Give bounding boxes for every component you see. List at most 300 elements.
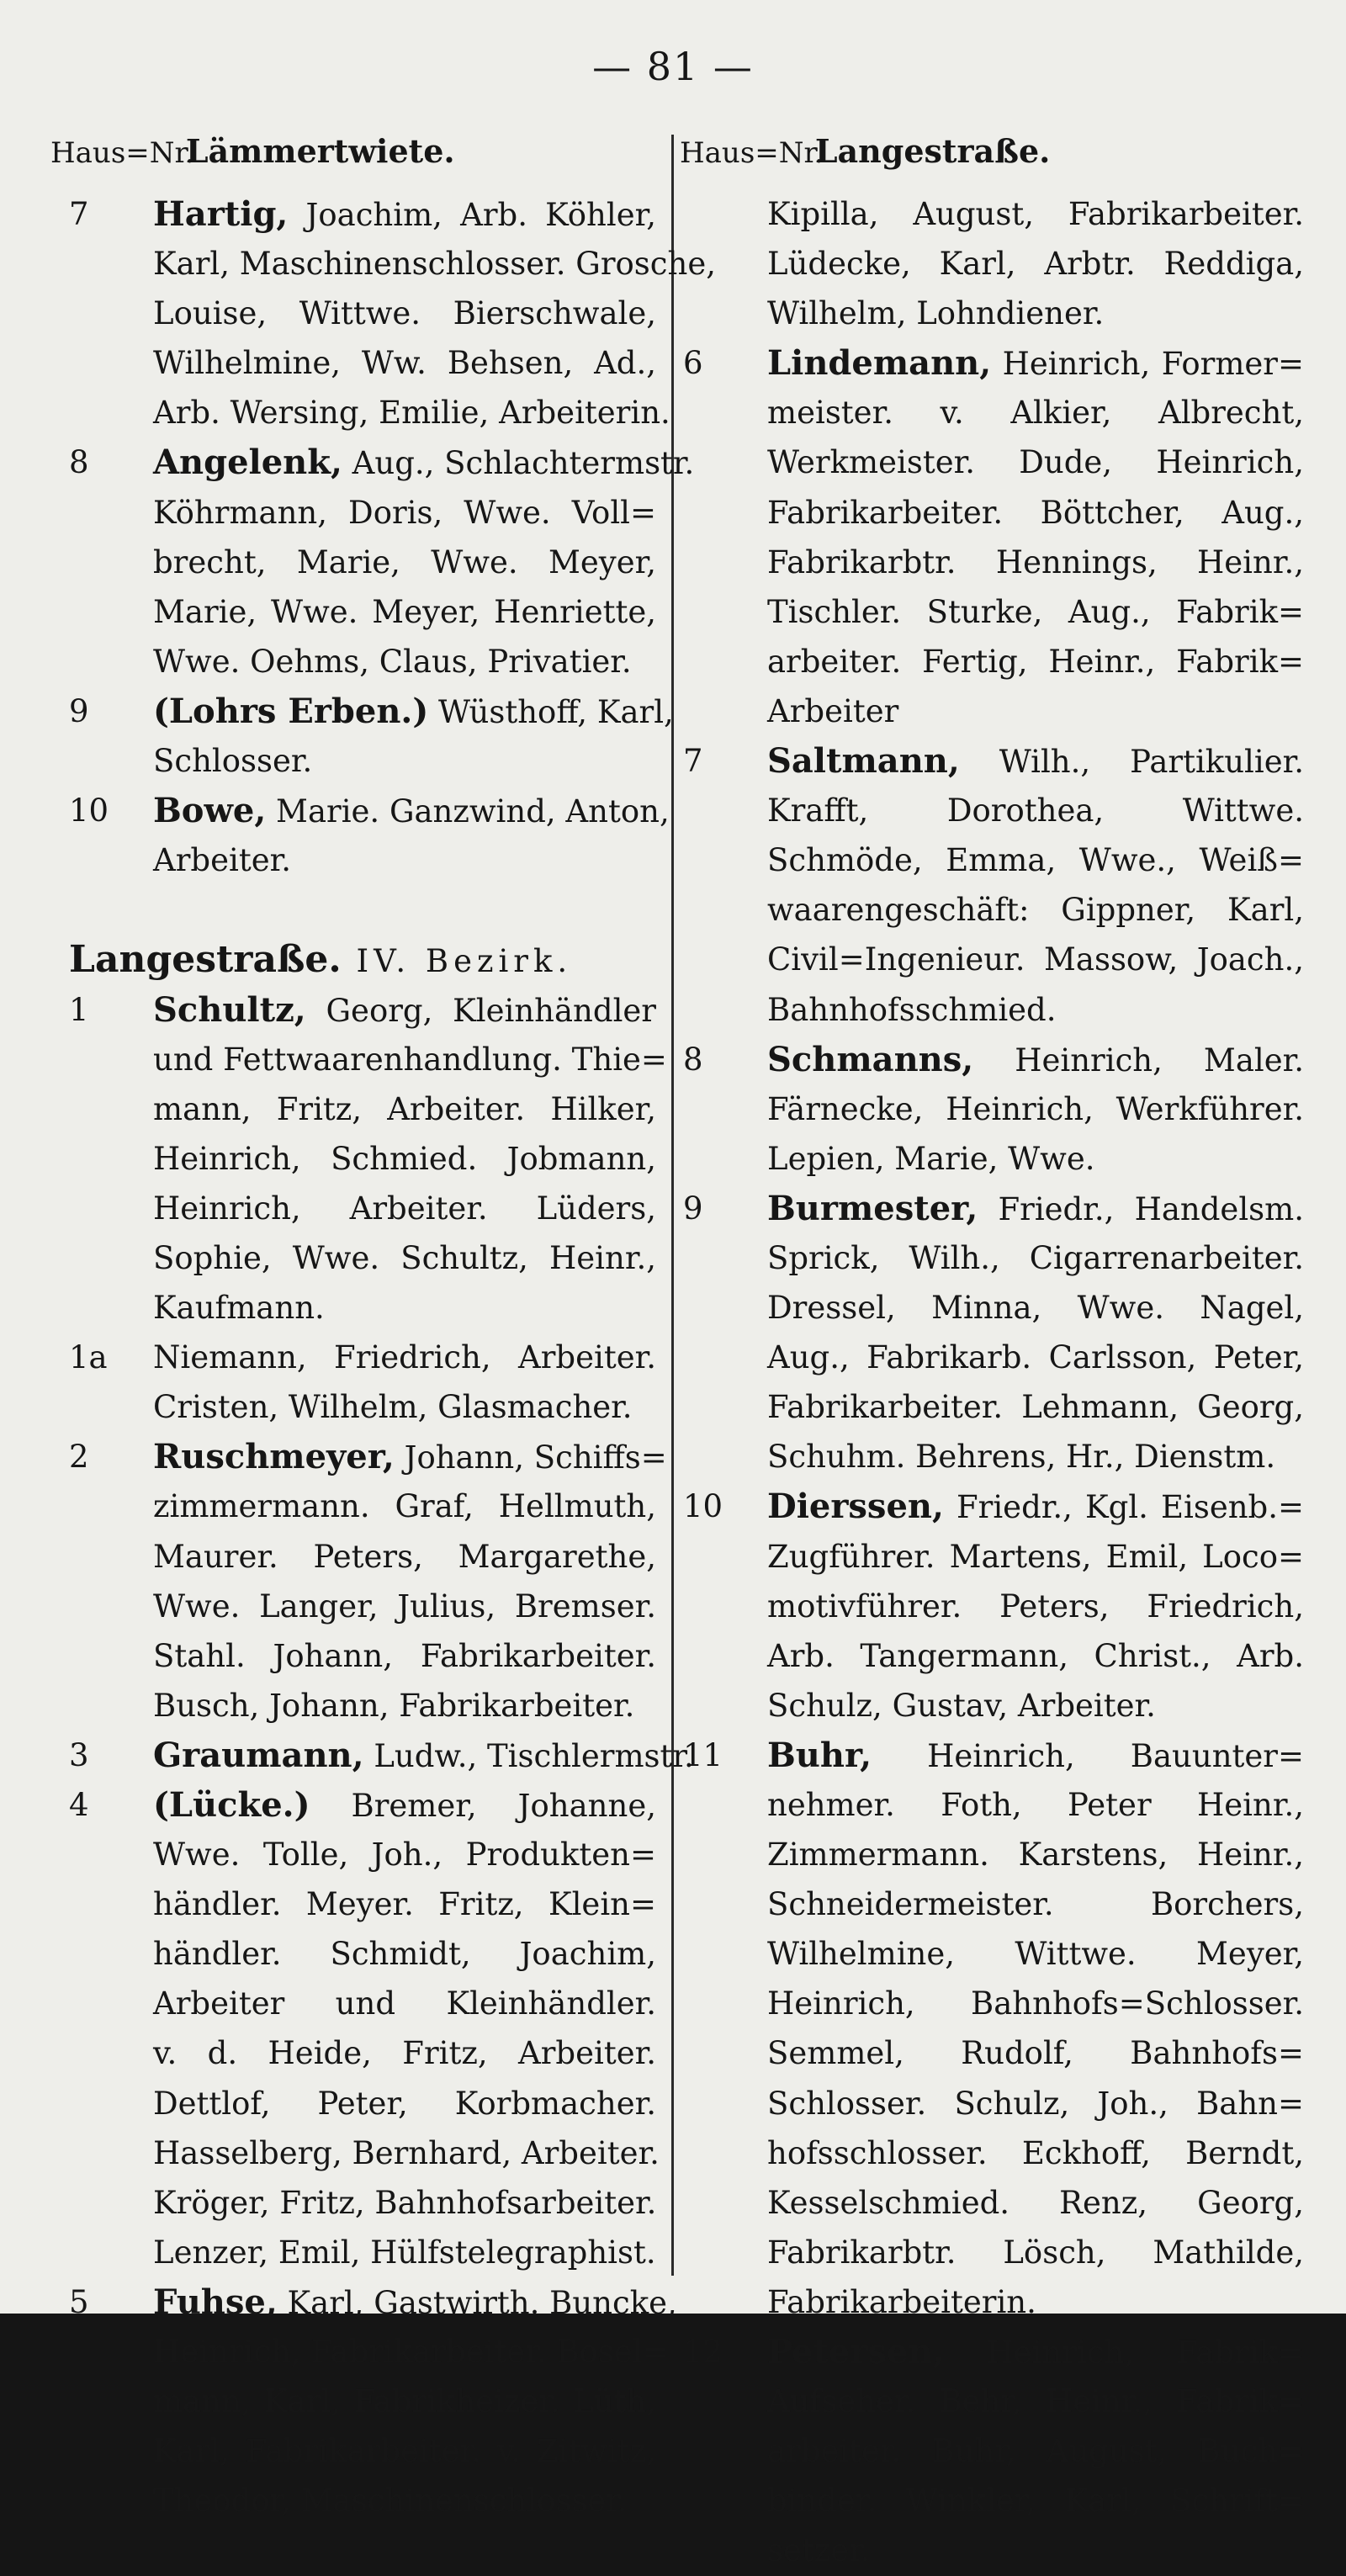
entry-text [153, 2128, 660, 2178]
entry-line [683, 1084, 1304, 1134]
entry-line [683, 1233, 1304, 1283]
entry-text [153, 1382, 656, 1432]
residents-text: Wilh., Partikulier. [959, 744, 1304, 781]
entry-line [683, 885, 1304, 935]
residents-text: Köhrmann, Doris, Wwe. Voll= [153, 494, 656, 531]
residents-text: Bremer, Johanne, [310, 1788, 656, 1824]
entry-line [683, 1382, 1304, 1432]
entry-text [153, 1035, 667, 1084]
entry-text [153, 1432, 667, 1482]
entry-line [683, 736, 1304, 786]
owner-name: Burmester, [767, 1188, 978, 1228]
owner-name: Ruschmeyer, [153, 1437, 395, 1477]
house-number: 3 [69, 1736, 89, 1773]
house-number-label: Haus=Nr. [50, 136, 194, 170]
owner-name: Dierssen, [767, 1487, 944, 1527]
entry-line [683, 1830, 1304, 1879]
residents-text: Karl, Fabrikarbeiter. v. Zitwitz, [153, 2433, 656, 2470]
entry-line [683, 1731, 1304, 1780]
residents-text: Heinrich, Schmied. Jobmann, [153, 1140, 656, 1177]
entry-text [153, 1780, 656, 1831]
residents-text: Johann, Schiffs= [394, 1439, 667, 1476]
house-number: 11 [683, 1736, 723, 1773]
residents-text: Schneidermeister. Borchers, [767, 1886, 1304, 1923]
entry-text [767, 1879, 1304, 1929]
entry-line [69, 488, 656, 538]
entry-text [767, 1184, 1304, 1234]
entry-text [153, 2277, 677, 2328]
entry-text [767, 985, 1304, 1035]
entry-text [153, 1681, 656, 1731]
residents-text: Heinrich, Maler. [973, 1042, 1304, 1079]
residents-text: Heinrich, Fabrikarbeiter. Bosel= [153, 2334, 669, 2371]
entry-text [153, 388, 670, 437]
entry-text [767, 1582, 1304, 1631]
section-heading [69, 935, 656, 984]
residents-text: Werkmeister. Dude, Heinrich, [767, 444, 1304, 481]
house-number: 7 [683, 743, 703, 780]
entry-text [153, 1084, 656, 1134]
entry-text [767, 686, 1304, 736]
residents-text: Arbeiter. [153, 842, 291, 879]
residents-text: Aug., Schlachtermstr. [342, 445, 695, 482]
entry-line [683, 985, 1304, 1035]
residents-text: Kröger, Fritz, Bahnhofsarbeiter. [153, 2184, 657, 2221]
entry-text [153, 289, 656, 338]
entry-text [767, 1532, 1304, 1582]
residents-text: Arbeiter [767, 692, 899, 729]
residents-text: hofsschlosser. Eckhoff, Berndt, [767, 2134, 1304, 2171]
entry-line [683, 1432, 1304, 1481]
residents-text: Semmel, Rudolf, Bahnhofs= [767, 2035, 1304, 2072]
entry-line [683, 2079, 1304, 2128]
owner-name: Buhr, [767, 1735, 872, 1775]
entry-text [767, 488, 1304, 538]
entry-text [767, 2079, 1304, 2128]
residents-text: Cristen, Wilhelm, Glasmacher. [153, 1389, 633, 1426]
residents-text: Maurer. Peters, Margarethe, [153, 1538, 656, 1575]
entry-line [683, 388, 1304, 437]
entry-text [767, 637, 1304, 686]
entry-text [767, 1929, 1304, 1979]
house-number: 5 [69, 2283, 89, 2320]
entry-line [69, 1879, 656, 1929]
entry-line [69, 587, 656, 637]
entry-text [153, 488, 656, 538]
residents-text: Fabrikarbtr. Hennings, Heinr., [767, 543, 1304, 580]
entry-line [69, 1184, 656, 1233]
entry-text [153, 985, 656, 1036]
street-heading: Langestraße. [814, 132, 1051, 170]
owner-name: (Lücke.) [153, 1785, 310, 1825]
residents-text: meister. v. Alkier, Albrecht, [767, 395, 1304, 432]
residents-text: Arb. Wersing, Emilie, Arbeiterin. [153, 395, 670, 432]
entry-text [767, 2228, 1304, 2277]
owner-name: Saltmann, [767, 741, 960, 782]
entry-text [767, 1830, 1304, 1879]
house-number-label: Haus=Nr. [680, 136, 824, 170]
house-number: 10 [69, 792, 109, 830]
residents-text: Tischler. Sturke, Aug., Fabrik= [767, 593, 1304, 630]
entry-text [767, 388, 1304, 437]
entry-text [767, 1979, 1304, 2028]
entry-line [683, 1333, 1304, 1382]
entry-line [683, 1283, 1304, 1333]
spacer [69, 885, 656, 935]
residents-text: Louise, Wittwe. Bierschwale, [153, 295, 656, 332]
residents-text: zimmermann. Graf, Hellmuth, [153, 1488, 656, 1525]
entry-text [153, 2079, 656, 2128]
entry-line [69, 2128, 660, 2178]
entry-line [69, 1333, 656, 1382]
residents-text: Schlosser. [153, 743, 313, 780]
entry-line [683, 488, 1304, 538]
entry-line [69, 388, 670, 437]
house-number: 1a [69, 1339, 108, 1376]
entry-line [683, 1929, 1304, 1979]
residents-text: mann, Karl, Fabrikheizer. Lüth, [153, 2383, 656, 2420]
entry-text [767, 1035, 1304, 1085]
entry-line [683, 538, 1304, 587]
entry-line [683, 786, 1304, 835]
entry-line [69, 538, 656, 587]
section-title [69, 935, 656, 986]
owner-name: Schmanns, [767, 1039, 974, 1079]
entry-line [69, 736, 656, 786]
house-number: 4 [69, 1787, 89, 1823]
house-number: 10 [683, 1488, 723, 1525]
entry-line [69, 2178, 656, 2228]
entry-line [683, 2128, 1304, 2178]
residents-text: Ludw., Tischlermstr. [363, 1737, 694, 1774]
entry-text [767, 239, 1304, 289]
residents-text: Wwe. Oehms, Claus, Privatier. [153, 643, 632, 680]
residents-text: Friedr., Kgl. Eisenb.= [943, 1489, 1304, 1526]
entry-text [153, 1283, 656, 1333]
entry-text [767, 1780, 1304, 1830]
residents-text: setzer. [767, 2532, 871, 2569]
entry-text [767, 1681, 1304, 1731]
residents-text: Schulz, Gustav, Arbeiter. [767, 1687, 1156, 1724]
entry-text [767, 1731, 1304, 1781]
entry-text [153, 1184, 656, 1233]
entry-text [153, 239, 716, 289]
residents-text: Heinrich, Bahnhofs=Schlosser. [767, 1985, 1304, 2022]
entry-line [69, 985, 656, 1035]
residents-text: Kipilla, August, Fabrikarbeiter. [767, 196, 1304, 232]
entry-line [683, 686, 1304, 736]
residents-text: arbeiter. Fertig, Heinr., Fabrik= [767, 643, 1304, 680]
entry-line [69, 1233, 656, 1283]
entry-line [69, 289, 656, 338]
residents-text: Kaufmann. [153, 1290, 325, 1327]
entry-text [767, 1481, 1304, 1532]
house-number: 2 [69, 1439, 89, 1476]
entry-text [767, 835, 1304, 885]
entry-text [153, 2028, 656, 2078]
residents-text: Dressel, Minna, Wwe. Nagel, [767, 1290, 1304, 1327]
entry-line [69, 2327, 669, 2377]
residents-text: binder. Winkler, Karl, Schrift= [767, 2483, 1304, 2520]
entry-line [683, 2228, 1304, 2277]
house-number: 6 [683, 345, 703, 382]
residents-text: Wwe. Langer, Julius, Bremser. [153, 1587, 656, 1625]
owner-name: Petersen, [767, 2332, 945, 2372]
entry-text [153, 1830, 656, 1879]
entry-text [767, 1283, 1304, 1333]
residents-text: Friedr., Handelsm. [978, 1190, 1304, 1227]
entry-line [683, 1134, 1304, 1184]
owner-name: Angelenk, [153, 443, 342, 483]
entry-text [153, 2327, 669, 2377]
entry-text [153, 1333, 656, 1382]
residents-text: arbeiter. Buhr, August, Buch= [767, 2433, 1304, 2470]
entry-text [153, 1233, 656, 1283]
entry-text [153, 1631, 656, 1681]
residents-text: v. d. Heide, Fritz, Arbeiter. [153, 2035, 656, 2072]
residents-text: Schmöde, Emma, Wwe., Weiß= [767, 842, 1304, 879]
entry-line [69, 189, 656, 239]
house-number: 9 [69, 692, 89, 729]
residents-text: waarengeschäft: Gippner, Karl, [767, 892, 1304, 929]
entry-text [767, 885, 1304, 935]
residents-text: und Fettwaarenhandlung. Thie= [153, 1041, 667, 1078]
entry-line [69, 239, 716, 289]
entry-text [767, 2178, 1304, 2228]
entry-line [683, 637, 1304, 686]
entry-line [69, 338, 656, 388]
residents-text: motivführer. Peters, Friedrich, [767, 1587, 1304, 1625]
entry-text [153, 1929, 656, 1979]
entry-text [767, 189, 1304, 239]
residents-text: Aufseher. Behr, Heinr., Fabrik= [767, 2383, 1304, 2420]
residents-text: Niemann, Friedrich, Arbeiter. [153, 1339, 656, 1376]
house-number: 8 [683, 1041, 703, 1078]
entry-line [683, 1481, 1304, 1531]
residents-text: Joachim, Arb. Köhler, [288, 197, 656, 233]
entry-text [767, 935, 1304, 984]
page-number: — 81 — [592, 44, 754, 89]
entry-line [69, 1929, 656, 1979]
entry-text [153, 1532, 656, 1582]
entry-text [153, 786, 670, 836]
entry-line [683, 2178, 1304, 2228]
entry-line [683, 1681, 1304, 1731]
residents-text: Marie, Wwe. Meyer, Henriette, [153, 593, 656, 630]
residents-text: brecht, Marie, Wwe. Meyer, [153, 543, 656, 580]
entry-text [153, 1979, 656, 2028]
residents-text: Heinrich, Former= [991, 346, 1304, 383]
residents-text: Theodor, Maschinenschlosser. [153, 2483, 628, 2520]
owner-name: Graumann, [153, 1735, 364, 1775]
district-label: IV. Bezirk. [341, 943, 573, 980]
residents-text: Sprick, Wilh., Cigarrenarbeiter. [767, 1239, 1304, 1276]
entry-text [767, 2476, 1304, 2526]
entry-text [153, 2426, 656, 2476]
owner-name: Schultz, [153, 989, 306, 1030]
residents-text: Schuhm. Behrens, Hr., Dienstm. [767, 1439, 1276, 1476]
entry-text [153, 736, 656, 786]
entry-line [683, 189, 1304, 239]
entry-line [69, 2079, 656, 2128]
residents-text: Lepien, Marie, Wwe. [767, 1140, 1095, 1177]
entry-line [69, 686, 674, 736]
entry-text [767, 2426, 1304, 2476]
entry-line [69, 1979, 656, 2028]
entry-line [69, 1481, 656, 1531]
residents-text: Marie. Ganzwind, Anton, [266, 793, 670, 830]
house-number: 7 [69, 196, 89, 232]
entry-line [683, 1532, 1304, 1582]
street-heading: Lämmertwiete. [185, 132, 455, 170]
residents-text: Krafft, Dorothea, Wittwe. [767, 792, 1304, 830]
residents-text: Sophie, Wwe. Schultz, Heinr., [153, 1239, 656, 1276]
entry-line [683, 437, 1304, 487]
residents-text: Zugführer. Martens, Emil, Loco= [767, 1538, 1304, 1575]
residents-text: Fabrikarbeiterin. [767, 2283, 1036, 2320]
entry-line [69, 1830, 656, 1879]
entry-line [69, 1532, 656, 1582]
right-column [683, 189, 1304, 2576]
residents-text: nehmer. Foth, Peter Heinr., [767, 1787, 1304, 1823]
entry-line [683, 2327, 1304, 2377]
residents-text: Lüdecke, Karl, Arbtr. Reddiga, [767, 246, 1304, 283]
entry-line [683, 1979, 1304, 2028]
entry-text [153, 338, 656, 388]
residents-text: Heinrich, Bauunter= [872, 1737, 1304, 1774]
entry-line [683, 935, 1304, 984]
entry-line [69, 786, 670, 835]
entry-line [69, 835, 656, 885]
entry-text [767, 338, 1304, 389]
entry-text [767, 1233, 1304, 1283]
residents-text: händler. Meyer. Fritz, Klein= [153, 1886, 656, 1923]
residents-text: Wilhelm, Lohndiener. [767, 295, 1105, 332]
entry-text [767, 1134, 1304, 1184]
entry-line [69, 1631, 656, 1681]
residents-text: Busch, Johann, Fabrikarbeiter. [153, 1687, 635, 1724]
entry-text [153, 1879, 656, 1929]
entry-line [69, 2028, 656, 2078]
house-number: 1 [69, 991, 89, 1028]
entry-text [767, 2128, 1304, 2178]
entry-line [69, 1283, 656, 1333]
residents-text: Wilhelmine, Ww. Behsen, Ad., [153, 345, 656, 382]
residents-text: Fabrikarbeiter. Böttcher, Aug., [767, 494, 1304, 531]
residents-text: Schlosser. Schulz, Joh., Bahn= [767, 2085, 1304, 2122]
residents-text: Civil=Ingenieur. Massow, Joach., [767, 941, 1304, 978]
entry-line [69, 2377, 656, 2426]
residents-text: Fabrikarbeiter. Lehmann, Georg, [767, 1389, 1304, 1426]
house-number: 8 [69, 444, 89, 481]
owner-name: Bowe, [153, 791, 267, 831]
entry-text [767, 736, 1304, 787]
owner-name: Hartig, [153, 194, 289, 234]
entry-line [69, 1035, 667, 1084]
entry-text [767, 289, 1304, 338]
entry-line [69, 1780, 656, 1830]
residents-text: Heinrich, Arbeiter. Lüders, [153, 1190, 656, 1227]
entry-text [767, 786, 1304, 835]
right-column-header [680, 126, 1302, 177]
entry-line [69, 1382, 656, 1432]
residents-text: mann, Fritz, Arbeiter. Hilker, [153, 1090, 656, 1127]
left-column-header [50, 126, 639, 177]
entry-text [153, 2476, 656, 2526]
residents-text: Kesselschmied. Renz, Georg, [767, 2184, 1304, 2221]
entry-text [153, 1134, 656, 1184]
entry-text [767, 2377, 1304, 2426]
entry-line [683, 2028, 1304, 2078]
entry-line [683, 289, 1304, 338]
entry-text [767, 1631, 1304, 1681]
entry-line [69, 1432, 667, 1481]
residents-text: Arb. Tangermann, Christ., Arb. [767, 1637, 1304, 1674]
entry-line [69, 1582, 656, 1631]
entry-text [153, 538, 656, 587]
entry-text [767, 1432, 1304, 1481]
residents-text: Georg, Kleinhändler [305, 992, 656, 1029]
entry-line [69, 2277, 677, 2327]
entry-text [767, 437, 1304, 487]
entry-text [153, 1481, 656, 1531]
entry-line [69, 2426, 656, 2476]
residents-text: Wwe. Tolle, Joh., Produkten= [153, 1837, 656, 1874]
owner-name: Lindemann, [767, 343, 992, 384]
entry-line [69, 2228, 656, 2277]
entry-text [153, 1731, 694, 1781]
entry-text [153, 2228, 656, 2277]
entry-text [767, 1084, 1304, 1134]
entry-line [683, 1780, 1304, 1830]
residents-text: Dettlof, Peter, Korbmacher. [153, 2085, 656, 2122]
entry-line [683, 1879, 1304, 1929]
residents-text: Bahnhofsschmied. [767, 991, 1057, 1028]
residents-text: Arbeiter und Kleinhändler. [153, 1985, 656, 2022]
residents-text: Wilhelmine, Wittwe. Meyer, [767, 1936, 1304, 1973]
street-name: Langestraße. [69, 938, 342, 982]
entry-line [683, 338, 1304, 388]
entry-text [767, 1382, 1304, 1432]
entry-line [69, 1134, 656, 1184]
entry-line [69, 637, 656, 686]
entry-text [153, 2178, 656, 2228]
residents-text: Zimmermann. Karstens, Heinr., [767, 1837, 1304, 1874]
residents-text: Fabrikarbtr. Lösch, Mathilde, [767, 2234, 1304, 2271]
entry-line [69, 437, 695, 487]
residents-text: Aug., Fabrikarb. Carlsson, Peter, [767, 1339, 1304, 1376]
entry-line [683, 1631, 1304, 1681]
entry-text [153, 587, 656, 637]
entry-line [683, 2426, 1304, 2476]
entry-line [69, 1731, 694, 1780]
entry-line [683, 2377, 1304, 2426]
entry-line [683, 2476, 1304, 2526]
entry-line [683, 2277, 1304, 2327]
residents-text: händler. Schmidt, Joachim, [153, 1936, 656, 1973]
residents-text: Färnecke, Heinrich, Werkführer. [767, 1090, 1304, 1127]
entry-text [153, 1582, 656, 1631]
entry-text [767, 587, 1304, 637]
entry-line [683, 1184, 1304, 1233]
residents-text: Lenzer, Emil, Hülfstelegraphist. [153, 2234, 656, 2271]
entry-text [153, 835, 656, 885]
entry-line [69, 1084, 656, 1134]
entry-text [767, 2028, 1304, 2078]
entry-line [69, 1681, 656, 1731]
residents-text: Karl, Gastwirth. Buncke, [277, 2284, 677, 2321]
entry-text [767, 2327, 1304, 2377]
